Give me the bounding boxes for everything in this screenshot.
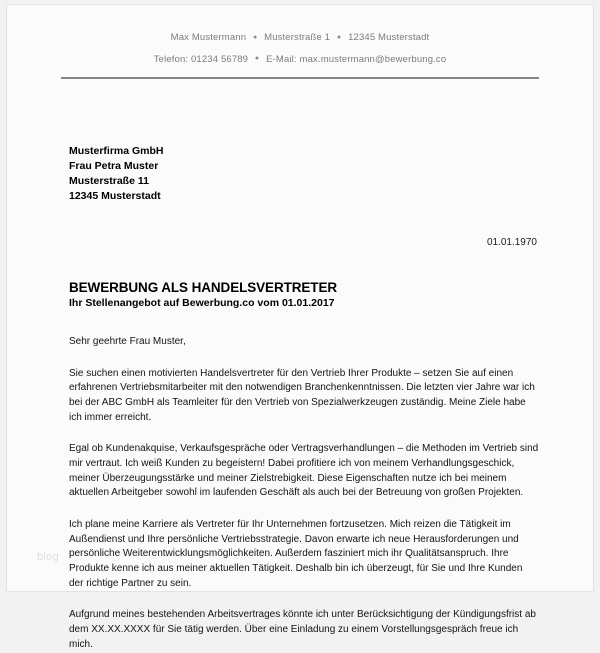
sender-name: Max Mustermann (170, 32, 247, 43)
body-paragraph-1: Sie suchen einen motivierten Handelsvertreter für den Vertrieb Ihrer Produkte – setzen Sie auf einen erfahrenen Vertriebsmitarbeiter mit den notwendigen Branchenkenntnissen. Die letzten vier Jahre war ich bei der ABC GmbH als Teamleiter für den Vertrieb von Spezialwerkzeugen zuständig. Meine Ziele habe ich immer erreicht. (69, 367, 535, 423)
bullet-separator-icon: ● (254, 55, 260, 63)
sender-phone: Telefon: 01234 56789 (153, 53, 249, 65)
subject-block (69, 281, 539, 310)
recipient-company: Musterfirma GmbH (69, 145, 164, 157)
sender-email: E-Mail: max.mustermann@bewerbung.co (266, 53, 447, 65)
body-paragraph-3: Ich plane meine Karriere als Vertreter für Ihr Unternehmen fortzusetzen. Mich reizen die Tätigkeit im Außendienst und Ihre persönliche Vertriebsstrategie. Davon erwarte ich neue Herausforderungen und persönliche Weiterentwicklungsmöglichkeiten. Außerdem fasziniert mich ihr Qualitätsanspruch. Ihre Produkte kenne ich aus meiner aktuellen Tätigkeit. Deshalb bin ich überzeugt, für Sie und Ihre Kunden der richtige Partner zu sein. (69, 519, 523, 589)
sender-city: 12345 Musterstadt (348, 32, 430, 43)
bullet-separator-icon: ● (336, 33, 342, 41)
subject-subtitle: Ihr Stellenangebot auf Bewerbung.co vom 01.01.2017 (69, 297, 335, 310)
salutation: Sehr geehrte Frau Muster, (69, 336, 186, 348)
subject-title: BEWERBUNG ALS HANDELSVERTRETER (69, 279, 338, 295)
sender-street: Musterstraße 1 (264, 32, 331, 43)
recipient-address-block (69, 144, 539, 204)
body-paragraph-4: Aufgrund meines bestehenden Arbeitsvertrages könnte ich unter Berücksichtigung der Kündigungsfrist ab dem XX.XX.XXXX für Sie tätig werden. Über eine Einladung zu einem Vorstellungsgespräch freue ich mich. (69, 609, 536, 650)
recipient-street: Musterstraße 11 (69, 174, 149, 187)
blog-watermark: blog (37, 551, 59, 563)
letterhead (7, 5, 593, 79)
header-divider (61, 77, 539, 79)
bullet-separator-icon: ● (252, 33, 258, 41)
recipient-city: 12345 Musterstadt (69, 189, 161, 202)
letter-page (6, 4, 594, 650)
body-paragraph-2: Egal ob Kundenakquise, Verkaufsgespräche oder Vertragsverhandlungen – die Methoden im Vertrieb sind mir vertraut. Ich weiß Kunden zu begeistern! Dabei profitiere ich von meinem Verhandlungsgeschick, meiner Überzeugungsstärke und meiner Zielstrebigkeit. Diese Eigenschaften nutze ich bei meinem aktuellen Arbeitgeber sowohl im laufenden Geschäft als auch bei der Betreuung von großen Projekten. (69, 443, 539, 499)
letter-body (7, 144, 593, 653)
letterhead-contact-line-2 (7, 55, 593, 65)
letter-date: 01.01.1970 (486, 236, 537, 248)
letterhead-contact-line-1 (7, 33, 593, 43)
recipient-person: Frau Petra Muster (69, 159, 159, 172)
